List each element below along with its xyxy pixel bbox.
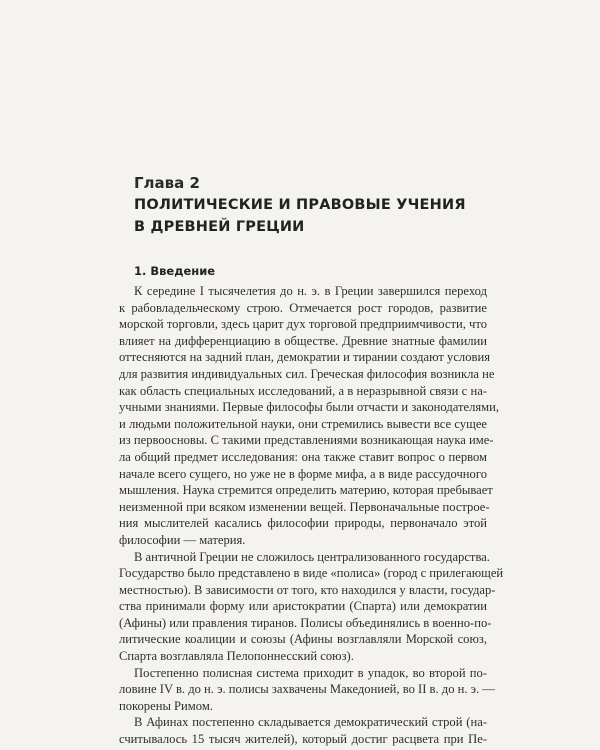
text-line: ния мыслителей касались философии природы, первоначало этой: [119, 516, 487, 531]
text-line: Спарта возглавляла Пелопоннесский союз).: [119, 649, 354, 664]
paragraph: [119, 714, 487, 747]
text-line: ства принимали форму или аристократии (Спарта) или демократии: [119, 599, 487, 614]
text-line: учными знаниями. Первые философы были отчасти и законодателями,: [119, 400, 500, 415]
text-line: мышления. Наука стремится определить материю, которая пребывает: [119, 483, 493, 498]
text-line: В античной Греции не сложилось централизованного государства.: [134, 549, 490, 564]
chapter-title-line: ПОЛИТИЧЕСКИЕ И ПРАВОВЫЕ УЧЕНИЯ: [134, 197, 466, 213]
paragraph: [119, 283, 500, 549]
text-line: оттесняются на задний план, демократии и тирании создают условия: [119, 350, 490, 365]
text-line: покорены Римом.: [119, 698, 213, 713]
text-line: морской торговли, здесь царит дух торговой предприимчивости, что: [119, 317, 487, 332]
chapter-title: [134, 194, 466, 238]
body-text: [119, 283, 504, 748]
text-line: К середине I тысячелетия до н. э. в Греции завершился переход: [134, 284, 487, 298]
text-line: и людьми положительной науки, они стремились вывести все сущее: [119, 416, 487, 431]
text-line: из первоосновы. С такими представлениями возникающая наука име-: [119, 433, 494, 448]
text-line: неизменной при всяком изменении вещей. Первоначальные построе-: [119, 499, 490, 514]
section-heading: 1. Введение: [134, 264, 216, 278]
text-line: В Афинах постепенно складывается демократический строй (на-: [134, 715, 487, 730]
text-line: считывалось 15 тысяч жителей), который достиг расцвета при Пе-: [119, 732, 487, 747]
text-line: литические коалиции и союзы (Афины возглавляли Морской союз,: [119, 632, 487, 647]
chapter-title-line: В ДРЕВНЕЙ ГРЕЦИИ: [134, 219, 305, 235]
text-line: Постепенно полисная система приходит в упадок, во второй по-: [134, 665, 487, 680]
text-line: как область специальных исследований, а в неразрывной связи с на-: [119, 383, 487, 398]
text-line: Государство было представлено в виде «полиса» (город с прилегающей: [119, 566, 504, 581]
paragraph: [119, 549, 504, 665]
chapter-label: Глава 2: [134, 174, 200, 192]
text-line: местностью). В зависимости от того, кто находился у власти, государ-: [119, 582, 496, 597]
text-line: (Афины) или правления тиранов. Полисы объединялись в военно-по-: [119, 615, 492, 630]
text-line: ловине IV в. до н. э. полисы захвачены Македонией, во II в. до н. э. —: [119, 682, 495, 697]
paragraph: [119, 665, 495, 715]
text-line: влияет на дифференциацию в обществе. Древние знатные фамилии: [119, 333, 487, 348]
text-line: философии — материя.: [119, 532, 246, 547]
text-line: начале всего сущего, но уже не в форме мифа, а в виде рассудочного: [119, 466, 487, 481]
text-line: к рабовладельческому строю. Отмечается рост городов, развитие: [119, 300, 487, 315]
text-line: ла общий предмет исследования: она также ставит вопрос о первом: [119, 449, 487, 464]
text-line: для развития индивидуальных сил. Греческая философия возникла не: [119, 366, 495, 381]
